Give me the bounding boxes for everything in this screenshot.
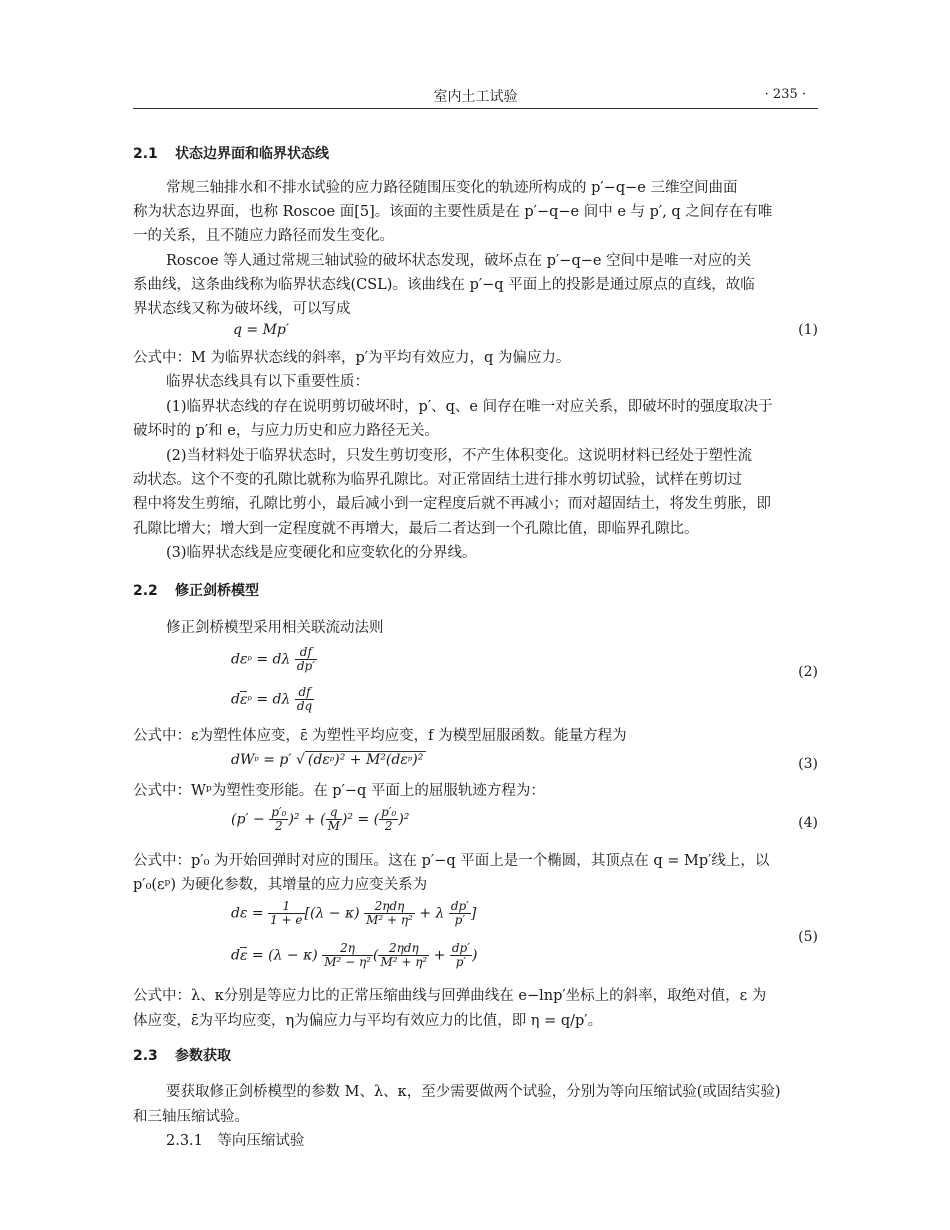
equation-number: (5) bbox=[798, 929, 818, 945]
paragraph-line: 称为状态边界面，也称 Roscoe 面[5]。该面的主要性质是在 p′−q−e 间中 e 与 p′, q 之间存在有唯 bbox=[133, 204, 773, 220]
paragraph-line: 常规三轴排水和不排水试验的应力路径随围压变化的轨迹所构成的 p′−q−e 三维空间曲面 bbox=[166, 180, 738, 196]
section-heading-2-2 bbox=[133, 580, 259, 600]
page bbox=[133, 0, 818, 1230]
header-title: 室内土工试验 bbox=[433, 89, 518, 105]
paragraph-line: 动状态。这个不变的孔隙比就称为临界孔隙比。对正常固结土进行排水剪切试验，试样在剪切过 bbox=[133, 472, 742, 488]
equation-number: (2) bbox=[798, 664, 818, 680]
section-title: 状态边界面和临界状态线 bbox=[175, 146, 329, 162]
paragraph-line: 系曲线，这条曲线称为临界状态线(CSL)。该曲线在 p′−q 平面上的投影是通过原点的直线，故临 bbox=[133, 277, 755, 293]
section-title: 参数获取 bbox=[175, 1048, 231, 1064]
equation-4: (p′ − $\frac{\text{p′₀}}{2}$ )² + ( $\frac{q}{M}$ )² = ( $\frac{\text{p′₀}}{2}$ )² bbox=[231, 805, 410, 833]
equation-5a: dε = $\frac{1}{1 + e}$ [(λ − κ) $\frac{\text{2ηdη}}{\text{M² + η²}}$ + λ $\frac{dp'}{p'}$ ] bbox=[231, 899, 477, 927]
section-number: 2.3 bbox=[133, 1048, 158, 1064]
section-heading-2-1 bbox=[133, 143, 329, 163]
equation-number: (4) bbox=[798, 815, 818, 831]
paragraph-line: p′₀(εᵖ) 为硬化参数，其增量的应力应变关系为 bbox=[133, 877, 428, 893]
paragraph-line: 公式中：Wᵖ为塑性变形能。在 p′−q 平面上的屈服轨迹方程为： bbox=[133, 783, 545, 799]
equation-2b: dεᵖ = dλ $\frac{df}{dq}$ bbox=[231, 685, 313, 713]
paragraph-line: 公式中：λ、κ分别是等应力比的正常压缩曲线与回弹曲线在 e−lnp′坐标上的斜率，取绝对值，ε 为 bbox=[133, 988, 767, 1004]
page-number: · 235 · bbox=[764, 87, 806, 102]
equation-2a: dεᵖ = dλ $\frac{df}{dp'}$ bbox=[231, 645, 315, 673]
section-number: 2.1 bbox=[133, 146, 158, 162]
paragraph-line: (2)当材料处于临界状态时，只发生剪切变形，不产生体积变化。这说明材料已经处于塑性流 bbox=[166, 448, 753, 464]
equation-number: (1) bbox=[798, 322, 818, 338]
equation-5b: dε = (λ − κ) $\frac{2\eta}{\text{M² − η²}}$ ( $\frac{\text{2ηdη}}{\text{M² + η²}}$ + $\frac{dp'}{p'}$ ) bbox=[231, 941, 478, 969]
paragraph-line: 临界状态线具有以下重要性质： bbox=[166, 374, 369, 390]
section-heading-2-3 bbox=[133, 1045, 231, 1065]
paragraph-line: 一的关系，且不随应力路径而发生变化。 bbox=[133, 228, 394, 244]
paragraph-line: 孔隙比增大；增大到一定程度就不再增大，最后二者达到一个孔隙比值，即临界孔隙比。 bbox=[133, 521, 699, 537]
paragraph-line: 界状态线又称为破坏线，可以写成 bbox=[133, 301, 351, 317]
paragraph-line: 破坏时的 p′和 e，与应力历史和应力路径无关。 bbox=[133, 423, 439, 439]
paragraph-line: 体应变，ε̄为平均应变，η为偏应力与平均有效应力的比值，即 η = q/p′。 bbox=[133, 1013, 603, 1029]
paragraph-line: 修正剑桥模型采用相关联流动法则 bbox=[166, 620, 384, 636]
paragraph-line: (3)临界状态线是应变硬化和应变软化的分界线。 bbox=[166, 545, 477, 561]
paragraph-line: 要获取修正剑桥模型的参数 M、λ、κ，至少需要做两个试验，分别为等向压缩试验(或固结实验) bbox=[166, 1084, 781, 1100]
equation-number: (3) bbox=[798, 756, 818, 772]
paragraph-line: (1)临界状态线的存在说明剪切破坏时，p′、q、e 间存在唯一对应关系，即破坏时的强度取决于 bbox=[166, 399, 773, 415]
paragraph-line: 公式中：ε为塑性体应变，ε̄ 为塑性平均应变，f 为模型屈服函数。能量方程为 bbox=[133, 728, 627, 744]
subsection-heading: 2.3.1 等向压缩试验 bbox=[166, 1133, 305, 1149]
section-number: 2.2 bbox=[133, 583, 158, 599]
paragraph-line: 和三轴压缩试验。 bbox=[133, 1109, 249, 1125]
paragraph-line: 公式中：M 为临界状态线的斜率，p′为平均有效应力，q 为偏应力。 bbox=[133, 350, 571, 366]
paragraph-line: Roscoe 等人通过常规三轴试验的破坏状态发现，破坏点在 p′−q−e 空间中是唯一对应的关 bbox=[166, 253, 752, 269]
paragraph-line: 程中将发生剪缩，孔隙比剪小，最后减小到一定程度后就不再减小；而对超固结土，将发生剪胀，即 bbox=[133, 496, 771, 512]
running-header bbox=[133, 86, 818, 109]
section-title: 修正剑桥模型 bbox=[175, 583, 259, 599]
equation-3: dWᵖ = p′ √ (dεᵖ)² + M²(dεᵖ)² bbox=[231, 752, 426, 768]
paragraph-line: 公式中：p′₀ 为开始回弹时对应的围压。这在 p′−q 平面上是一个椭圆，其顶点在 q = Mp′线上，以 bbox=[133, 853, 770, 869]
equation-1: q = Mp′ bbox=[233, 322, 290, 338]
